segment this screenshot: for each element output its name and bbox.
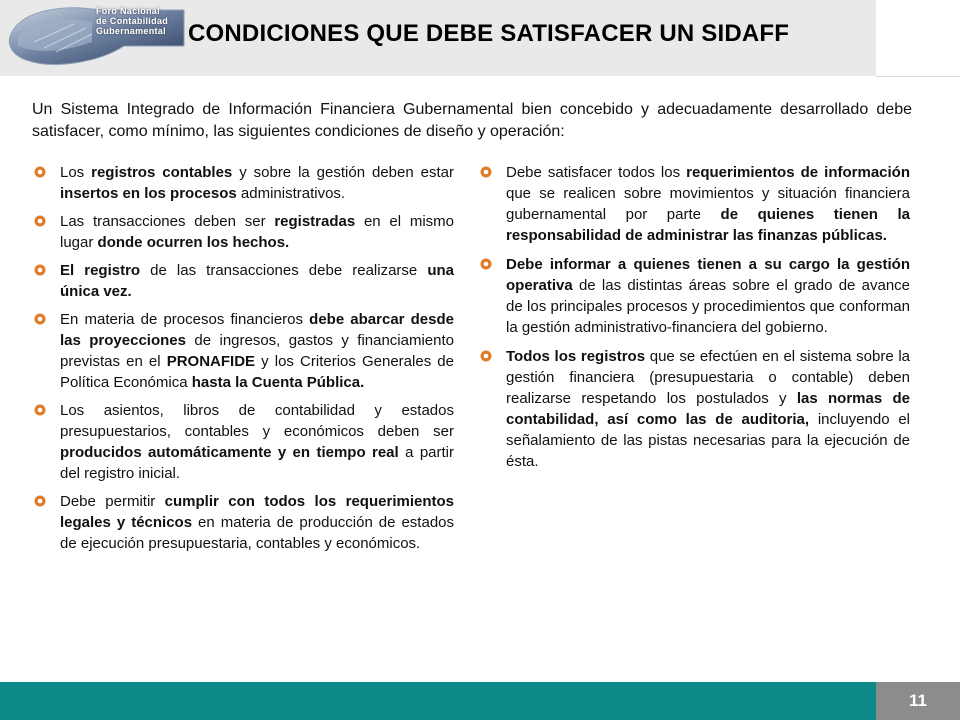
logo — [4, 2, 194, 72]
bold-text: producidos automáticamente y en tiempo real — [60, 444, 399, 461]
logo-line-3: Gubernamental — [96, 26, 166, 36]
logo-line-1: Foro Nacional — [96, 6, 160, 16]
left-column — [34, 162, 454, 561]
bold-text: El registro — [60, 262, 141, 279]
logo-line-2: de Contabilidad — [96, 16, 168, 26]
text-segment: Debe permitir — [60, 493, 165, 510]
text-segment: en materia de producción de estados de ejecución presupuestaria, contables y económicos. — [60, 514, 455, 552]
text-segment: de las transacciones debe realizarse — [140, 262, 428, 279]
text-segment: que se efectúen en el sistema sobre la gestión financiera (presupuestaria o contable) deben realizarse respetando los postulados y — [506, 348, 910, 407]
text-segment: Los — [60, 164, 92, 181]
bullet-item — [34, 400, 454, 484]
bold-text: donde ocurren los hechos. — [97, 234, 290, 251]
bold-text: cumplir con todos los requerimientos legales y técnicos — [60, 493, 454, 531]
bold-text: requerimientos de información — [686, 164, 910, 181]
bullet-item — [480, 254, 910, 338]
bold-text: de quienes tienen la responsabilidad de administrar las finanzas públicas. — [506, 206, 910, 244]
bold-text: PRONAFIDE — [166, 353, 256, 370]
text-segment: En materia de procesos financieros — [60, 311, 310, 328]
bullet-icon — [34, 495, 46, 507]
bold-text: registros contables — [91, 164, 233, 181]
bullet-icon — [34, 166, 46, 178]
bullet-icon — [480, 350, 492, 362]
text-segment: de ingresos, gastos y financiamiento previstas en el — [60, 332, 454, 370]
page-title: CONDICIONES QUE DEBE SATISFACER UN SIDAFF — [188, 20, 790, 47]
bold-text: una única vez. — [60, 262, 454, 300]
bullet-icon — [34, 264, 46, 276]
bullet-icon — [34, 313, 46, 325]
text-segment: administrativos. — [236, 185, 346, 202]
footer-bar — [0, 682, 876, 720]
right-column — [480, 162, 910, 480]
header-corner — [876, 0, 960, 77]
bullet-item — [480, 346, 910, 472]
text-segment: en el mismo lugar — [60, 213, 455, 251]
bullet-item — [34, 211, 454, 253]
bullet-icon — [480, 258, 492, 270]
bold-text: registradas — [274, 213, 356, 230]
bold-text: las normas de contabilidad, así como las de auditoria, — [506, 390, 910, 428]
bullet-icon — [34, 215, 46, 227]
text-segment: a partir del registro inicial. — [60, 444, 455, 482]
text-segment: Los asientos, libros de contabilidad y estados presupuestarios, contables y económicos deben ser — [60, 402, 454, 440]
bullet-item — [34, 162, 454, 204]
bold-text: insertos en los procesos — [60, 185, 237, 202]
bold-text: hasta la Cuenta Pública. — [191, 374, 365, 391]
page-number: 11 — [876, 682, 960, 720]
bold-text: Todos los registros — [506, 348, 646, 365]
text-segment: de las distintas áreas sobre el grado de avance de los principales procesos y procedimientos que conforman la gestión administrativo-financiera del gobierno. — [506, 277, 910, 336]
bullet-item — [34, 309, 454, 393]
bullet-item — [34, 491, 454, 554]
logo-text — [96, 6, 168, 36]
text-segment: que se realicen sobre movimientos y situación financiera gubernamental por parte — [506, 185, 910, 223]
text-segment: y sobre la gestión deben estar — [232, 164, 454, 181]
text-segment: incluyendo el señalamiento de las pistas necesarias para la ejecución de ésta. — [506, 411, 910, 470]
intro-paragraph: Un Sistema Integrado de Información Financiera Gubernamental bien concebido y adecuadamente desarrollado debe satisfacer, como mínimo, las siguientes condiciones de diseño y operación: — [32, 101, 912, 140]
bold-text: debe abarcar desde las proyecciones — [60, 311, 455, 349]
bullet-item — [34, 260, 454, 302]
bullet-icon — [34, 404, 46, 416]
bold-text: Debe informar a quienes tienen a su cargo la gestión operativa — [506, 256, 910, 294]
text-segment: Debe satisfacer todos los — [506, 164, 687, 181]
text-segment: Las transacciones deben ser — [60, 213, 275, 230]
text-segment: y los Criterios Generales de Política Económica — [60, 353, 454, 391]
bullet-item — [480, 162, 910, 246]
bullet-icon — [480, 166, 492, 178]
